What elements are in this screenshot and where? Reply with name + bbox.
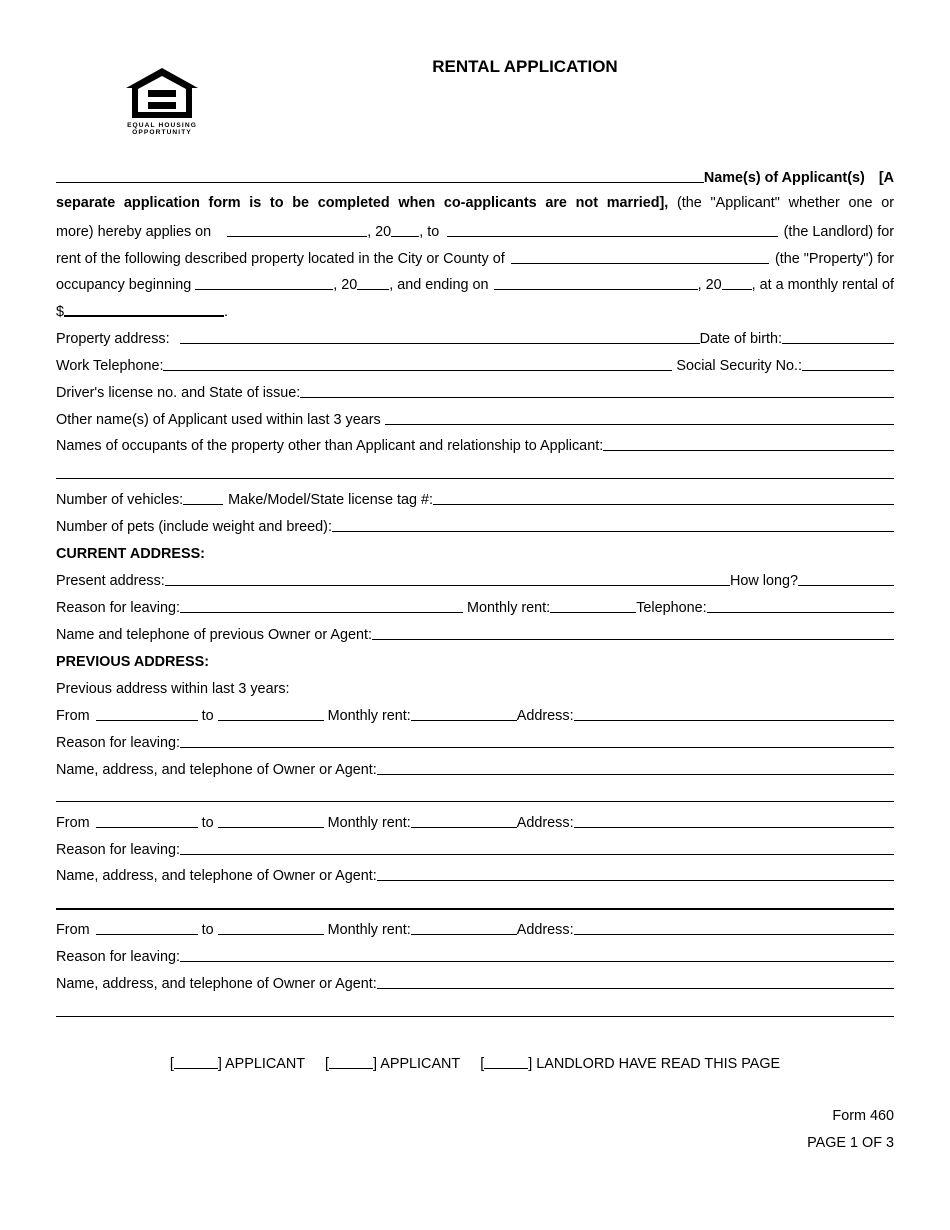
prev1-reason-field[interactable]: [180, 747, 894, 748]
to-label: , to: [419, 224, 440, 240]
ssn-field[interactable]: [802, 370, 894, 371]
owner-label: Name, address, and telephone of Owner or Agent:: [56, 868, 377, 884]
bracket-start: [A: [878, 170, 894, 186]
make-model-label: Make/Model/State license tag #:: [228, 492, 433, 508]
prev2-owner-field-continued[interactable]: [56, 908, 894, 910]
previous-reason-1-row: [56, 731, 894, 751]
current-address-heading: CURRENT ADDRESS:: [56, 546, 205, 562]
occupants-label: Names of occupants of the property other than Applicant and relationship to Applicant:: [56, 438, 604, 454]
bracket-open: [: [325, 1056, 330, 1072]
logo-text: EQUAL HOUSING OPPORTUNITY: [127, 122, 197, 136]
other-names-row: [56, 408, 894, 428]
previous-address-subheading: Previous address within last 3 years:: [56, 681, 290, 697]
current-telephone-field[interactable]: [707, 612, 894, 613]
ssn-label: Social Security No.:: [676, 358, 802, 374]
work-telephone-row: [56, 354, 894, 374]
previous-owner-1-row: [56, 758, 894, 778]
applies-on-row: [56, 220, 894, 240]
applicant-1-ack-label: ] APPLICANT: [217, 1056, 306, 1072]
how-long-label: How long?: [730, 573, 798, 589]
city-county-field[interactable]: [511, 263, 769, 264]
current-reason-row: [56, 596, 894, 616]
prev2-owner-field[interactable]: [377, 880, 894, 881]
prev3-address-field[interactable]: [574, 934, 894, 935]
address-label: Address:: [516, 815, 574, 831]
previous-address-heading-row: [56, 650, 894, 670]
previous-reason-3-row: [56, 945, 894, 965]
landlord-initials-field[interactable]: [484, 1068, 528, 1069]
landlord-name-field[interactable]: [447, 236, 777, 237]
prev2-monthly-rent-field[interactable]: [411, 827, 517, 828]
vehicles-row: [56, 488, 894, 508]
applies-on-year-field[interactable]: [391, 236, 419, 237]
previous-owner-3-row: [56, 972, 894, 992]
to-label: to: [201, 708, 214, 724]
previous-address-3-row: [56, 918, 894, 938]
property-label: (the "Property") for: [775, 251, 894, 267]
applicant-name-row: [56, 166, 894, 186]
form-number: Form 460: [832, 1108, 894, 1124]
occupancy-row: [56, 273, 894, 293]
occupancy-beginning-label: occupancy beginning: [56, 277, 192, 293]
monthly-rent-label: Monthly rent:: [327, 922, 411, 938]
applies-on-date-field[interactable]: [227, 236, 367, 237]
prev1-monthly-rent-field[interactable]: [411, 720, 517, 721]
separate-application-note: separate application form is to be completed when co-applicants are not married],: [56, 195, 669, 211]
previous-address-heading: PREVIOUS ADDRESS:: [56, 654, 209, 670]
to-label: to: [201, 815, 214, 831]
prev2-address-field[interactable]: [574, 827, 894, 828]
current-telephone-label: Telephone:: [636, 600, 707, 616]
year-prefix: , 20: [333, 277, 358, 293]
work-telephone-field[interactable]: [163, 370, 672, 371]
prev3-owner-field[interactable]: [377, 988, 894, 989]
occupancy-begin-year-field[interactable]: [357, 289, 389, 290]
applicant-name-field[interactable]: [56, 182, 704, 183]
occupants-field[interactable]: [603, 450, 894, 451]
current-monthly-rent-label: Monthly rent:: [467, 600, 551, 616]
page-number: PAGE 1 OF 3: [807, 1135, 894, 1151]
from-label: From: [56, 922, 90, 938]
applicant-2-ack-label: ] APPLICANT: [373, 1056, 461, 1072]
previous-address-1-row: [56, 704, 894, 724]
previous-reason-2-row: [56, 838, 894, 858]
year-prefix: , 20: [697, 277, 722, 293]
prev2-reason-field[interactable]: [180, 854, 894, 855]
monthly-rent-label: Monthly rent:: [327, 815, 411, 831]
applicant-2-initials-field[interactable]: [329, 1068, 373, 1069]
dollar-sign: $: [56, 304, 65, 320]
bracket-open: [: [480, 1056, 485, 1072]
num-pets-field[interactable]: [332, 531, 894, 532]
previous-owner-label: Name and telephone of previous Owner or Agent:: [56, 627, 372, 643]
applies-on-label: more) hereby applies on: [56, 224, 212, 240]
prev1-from-field[interactable]: [96, 720, 198, 721]
applicant-1-initials-field[interactable]: [174, 1068, 218, 1069]
current-address-heading-row: [56, 542, 894, 562]
period: .: [224, 304, 229, 320]
prev3-to-field[interactable]: [218, 934, 324, 935]
date-of-birth-label: Date of birth:: [699, 331, 782, 347]
property-address-label: Property address:: [56, 331, 170, 347]
prev1-address-field[interactable]: [574, 720, 894, 721]
prev1-to-field[interactable]: [218, 720, 324, 721]
from-label: From: [56, 815, 90, 831]
monthly-rental-field[interactable]: [64, 315, 224, 317]
bracket-open: [: [169, 1056, 174, 1072]
drivers-license-label: Driver's license no. and State of issue:: [56, 385, 301, 401]
prev3-owner-field-continued[interactable]: [56, 1016, 894, 1017]
address-label: Address:: [516, 922, 574, 938]
owner-label: Name, address, and telephone of Owner or Agent:: [56, 762, 377, 778]
current-monthly-rent-field[interactable]: [550, 612, 636, 613]
prev3-reason-field[interactable]: [180, 961, 894, 962]
prev1-owner-field-continued[interactable]: [56, 801, 894, 802]
applicant-label: Name(s) of Applicant(s): [703, 170, 865, 186]
current-reason-label: Reason for leaving:: [56, 600, 180, 616]
occupancy-begin-date-field[interactable]: [195, 289, 333, 290]
other-names-label: Other name(s) of Applicant used within last 3 years: [56, 412, 381, 428]
property-address-row: [56, 327, 894, 347]
present-address-row: [56, 569, 894, 589]
to-label: to: [201, 922, 214, 938]
acknowledgment-row: [56, 1052, 894, 1072]
applicant-definition: (the "Applicant" whether one or: [676, 195, 894, 211]
reason-label: Reason for leaving:: [56, 735, 180, 751]
monthly-rental-row: [56, 300, 894, 320]
from-label: From: [56, 708, 90, 724]
num-pets-label: Number of pets (include weight and breed):: [56, 519, 332, 535]
drivers-license-row: [56, 381, 894, 401]
previous-address-subheading-row: [56, 677, 894, 697]
page-title: RENTAL APPLICATION: [432, 57, 618, 76]
present-address-label: Present address:: [56, 573, 165, 589]
occupancy-end-date-field[interactable]: [494, 289, 697, 290]
how-long-field[interactable]: [798, 585, 894, 586]
other-names-field[interactable]: [385, 424, 894, 425]
date-of-birth-field[interactable]: [782, 343, 894, 344]
prev2-from-field[interactable]: [96, 827, 198, 828]
previous-owner-field[interactable]: [372, 639, 894, 640]
prev3-from-field[interactable]: [96, 934, 198, 935]
num-vehicles-field[interactable]: [183, 504, 223, 505]
ending-on-label: , and ending on: [389, 277, 489, 293]
work-telephone-label: Work Telephone:: [56, 358, 164, 374]
year-prefix: , 20: [367, 224, 392, 240]
reason-label: Reason for leaving:: [56, 949, 180, 965]
prev2-to-field[interactable]: [218, 827, 324, 828]
city-county-row: [56, 247, 894, 267]
reason-label: Reason for leaving:: [56, 842, 180, 858]
landlord-label: (the Landlord) for: [783, 224, 894, 240]
present-address-field[interactable]: [165, 585, 730, 586]
previous-owner-2-row: [56, 864, 894, 884]
landlord-ack-label: ] LANDLORD HAVE READ THIS PAGE: [528, 1056, 781, 1072]
prev3-monthly-rent-field[interactable]: [411, 934, 517, 935]
owner-label: Name, address, and telephone of Owner or Agent:: [56, 976, 377, 992]
address-label: Address:: [516, 708, 574, 724]
make-model-field[interactable]: [433, 504, 894, 505]
drivers-license-field[interactable]: [300, 397, 894, 398]
previous-owner-row: [56, 623, 894, 643]
occupants-row: [56, 434, 894, 454]
current-reason-field[interactable]: [180, 612, 463, 613]
occupancy-end-year-field[interactable]: [722, 289, 752, 290]
num-vehicles-label: Number of vehicles:: [56, 492, 184, 508]
occupants-field-continued[interactable]: [56, 478, 894, 479]
monthly-rental-label: , at a monthly rental of: [751, 277, 894, 293]
property-location-label: rent of the following described property located in the City or County of: [56, 251, 505, 267]
prev1-owner-field[interactable]: [377, 774, 894, 775]
previous-address-2-row: [56, 811, 894, 831]
property-address-field[interactable]: [180, 343, 700, 344]
monthly-rent-label: Monthly rent:: [327, 708, 411, 724]
intro-line-2: [56, 193, 894, 213]
pets-row: [56, 515, 894, 535]
